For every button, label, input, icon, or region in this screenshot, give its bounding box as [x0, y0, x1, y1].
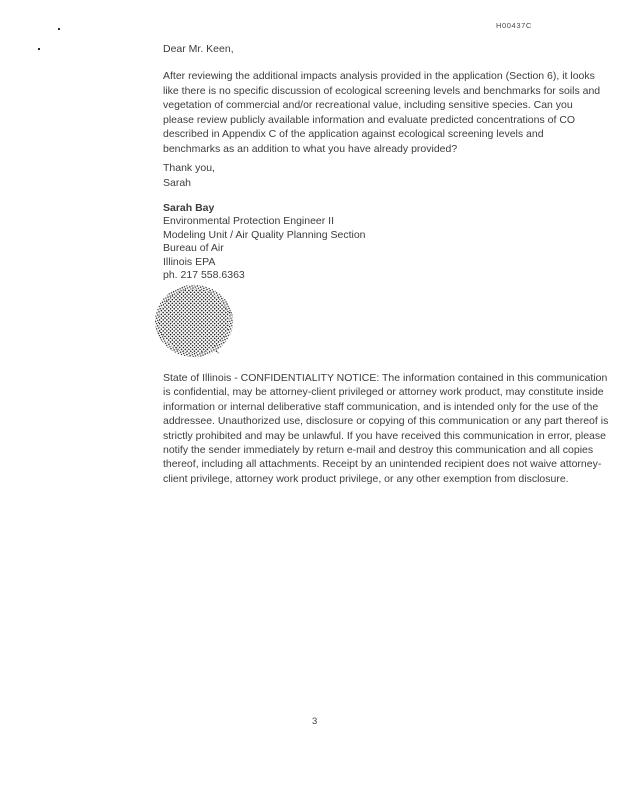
circular-stamp-icon	[154, 284, 234, 358]
bates-number: H00437C	[496, 21, 532, 30]
page-number: 3	[312, 716, 318, 727]
signature-block	[163, 202, 366, 282]
salutation: Dear Mr. Keen,	[163, 43, 234, 55]
closing-phrase: Thank you,	[163, 162, 215, 174]
scan-artifact-dot	[58, 28, 60, 30]
signature-bureau: Bureau of Air	[163, 242, 224, 255]
scan-artifact-dot	[38, 48, 40, 50]
confidentiality-notice: State of Illinois - CONFIDENTIALITY NOTICE: The information contained in this communication is confidential, may be attorney-client privileged or attorney work product, may constitute inside information or internal deliberative staff communication, and is intended only for the use of the addressee. Unauthorized use, disclosure or copying of this communication or any part thereof is strictly prohibited and may be unlawful. If you have received this communication in error, please notify the sender immediately by return e-mail and destroy this communication and all copies thereof, including all attachments. Receipt by an unintended recipient does not waive attorney-client privilege, attorney work product privilege, or any other exemption from disclosure.	[163, 372, 609, 485]
signature-agency: Illinois EPA	[163, 255, 216, 268]
signature-name: Sarah Bay	[163, 202, 215, 214]
letter-body-paragraph: After reviewing the additional impacts analysis provided in the application (Section 6), it looks like there is no specific discussion of ecological screening levels and benchmarks for soils and vegetation of commercial and/or recreational value, including sensitive species. Can you please review publicly available information and evaluate predicted concentrations of CO described in Appendix C of the application against ecological screening levels and benchmarks as an addition to what you have already provided?	[163, 70, 601, 155]
signature-unit: Modeling Unit / Air Quality Planning Section	[163, 228, 366, 241]
closing-name: Sarah	[163, 177, 192, 189]
signature-title: Environmental Protection Engineer II	[163, 215, 335, 228]
signature-phone: ph. 217 558.6363	[163, 269, 245, 282]
